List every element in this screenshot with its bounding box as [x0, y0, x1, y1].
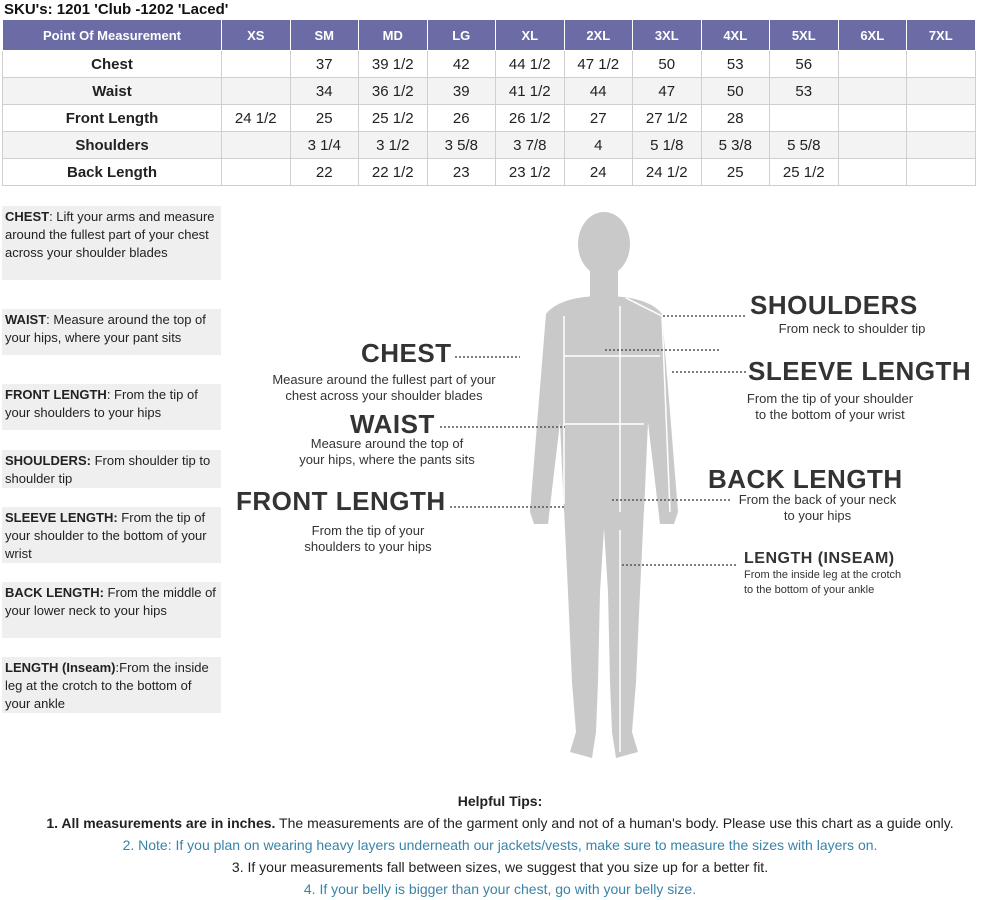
caption-line: From the tip of your shoulder	[746, 391, 914, 406]
desc-title: WAIST	[5, 312, 47, 327]
table-row-back-length	[3, 159, 976, 186]
table-cell: 5 3/8	[701, 132, 770, 159]
table-cell: 26 1/2	[496, 105, 565, 132]
table-cell: 24	[564, 159, 633, 186]
desc-text: :From the inside leg at the crotch to the bottom of your ankle	[5, 660, 209, 711]
table-cell: 3 1/2	[359, 132, 428, 159]
table-cell: 4	[564, 132, 633, 159]
column-header: 3XL	[633, 20, 702, 51]
column-header: LG	[427, 20, 496, 51]
sleeve-length-label: SLEEVE LENGTH	[748, 356, 972, 386]
desc-inseam	[2, 657, 221, 713]
caption-line: From the back of your neck	[738, 492, 897, 507]
table-cell: 53	[701, 51, 770, 78]
caption-line: Measure around the top of	[310, 436, 464, 451]
shoulders-label: SHOULDERS	[750, 290, 918, 320]
table-cell: 3 5/8	[427, 132, 496, 159]
desc-text: : Measure around the top of your hips, where your pant sits	[5, 312, 206, 345]
table-cell	[838, 78, 907, 105]
caption-line: chest across your shoulder blades	[285, 388, 483, 403]
tip-1-bold: 1. All measurements are in inches.	[46, 815, 276, 831]
column-header: 6XL	[838, 20, 907, 51]
tip-4: 4. If your belly is bigger than your chest, go with your belly size.	[303, 881, 697, 897]
caption-line: From neck to shoulder tip	[778, 321, 926, 336]
desc-shoulders	[2, 450, 221, 488]
table-cell: 5 1/8	[633, 132, 702, 159]
table-row-waist	[3, 78, 976, 105]
table-cell	[907, 132, 976, 159]
desc-title: LENGTH (Inseam)	[5, 660, 116, 675]
tip-1	[0, 812, 1000, 834]
caption-line: to the bottom of your wrist	[755, 407, 905, 422]
table-cell: 23 1/2	[496, 159, 565, 186]
table-cell	[838, 51, 907, 78]
column-header: SM	[290, 20, 359, 51]
sku-title: SKU's: 1201 'Club -1202 'Laced'	[4, 1, 229, 18]
table-row-chest	[3, 51, 976, 78]
table-cell	[838, 105, 907, 132]
table-cell: 39	[427, 78, 496, 105]
table-cell: 3 1/4	[290, 132, 359, 159]
tip-3: 3. If your measurements fall between sizes, we suggest that you size up for a better fit.	[231, 859, 769, 875]
table-cell: 25	[701, 159, 770, 186]
front-length-caption	[284, 523, 452, 555]
desc-back-length	[2, 582, 221, 638]
table-cell: 25 1/2	[770, 159, 839, 186]
table-cell	[222, 159, 291, 186]
tip-1-text: The measurements are of the garment only and not of a human's body. Please use this chart as a guide only.	[275, 815, 954, 831]
column-header: MD	[359, 20, 428, 51]
table-cell	[222, 132, 291, 159]
table-cell: 44	[564, 78, 633, 105]
front-length-label: FRONT LENGTH	[236, 486, 446, 516]
table-cell: 23	[427, 159, 496, 186]
table-cell	[222, 78, 291, 105]
desc-chest	[2, 206, 221, 280]
table-cell: 50	[633, 51, 702, 78]
size-chart-table	[2, 19, 976, 186]
table-cell: 25 1/2	[359, 105, 428, 132]
table-cell: 27 1/2	[633, 105, 702, 132]
table-cell: 24 1/2	[633, 159, 702, 186]
helpful-tips	[0, 790, 1000, 900]
table-cell: 26	[427, 105, 496, 132]
table-cell: 25	[290, 105, 359, 132]
desc-title: BACK LENGTH:	[5, 585, 104, 600]
table-cell: 22	[290, 159, 359, 186]
back-length-caption	[730, 492, 905, 524]
caption-line: Measure around the fullest part of your	[272, 372, 496, 387]
desc-text: From the tip of your shoulder to the bottom of your wrist	[5, 510, 207, 561]
back-length-label: BACK LENGTH	[708, 464, 903, 494]
row-label: Waist	[3, 78, 222, 105]
row-label: Shoulders	[3, 132, 222, 159]
table-cell	[907, 51, 976, 78]
desc-waist	[2, 309, 221, 355]
table-cell: 37	[290, 51, 359, 78]
table-cell	[907, 78, 976, 105]
body-silhouette-icon	[520, 212, 700, 764]
desc-front-length	[2, 384, 221, 430]
table-cell: 3 7/8	[496, 132, 565, 159]
desc-title: CHEST	[5, 209, 50, 224]
table-cell: 5 5/8	[770, 132, 839, 159]
column-header: 7XL	[907, 20, 976, 51]
caption-line: to your hips	[783, 508, 852, 523]
tip-2: 2. Note: If you plan on wearing heavy layers underneath our jackets/vests, make sure to measure the sizes with layers on.	[122, 837, 878, 853]
caption-line: From the tip of your	[311, 523, 425, 538]
desc-title: FRONT LENGTH	[5, 387, 107, 402]
sleeve-length-caption	[740, 391, 920, 423]
shoulders-caption	[760, 321, 944, 337]
column-header: XS	[222, 20, 291, 51]
caption-line: From the inside leg at the crotch	[744, 569, 902, 581]
table-cell: 47	[633, 78, 702, 105]
desc-title: SHOULDERS:	[5, 453, 91, 468]
chest-label: CHEST	[361, 338, 452, 368]
table-cell: 41 1/2	[496, 78, 565, 105]
desc-text: From shoulder tip to shoulder tip	[5, 453, 211, 486]
inseam-caption	[744, 568, 944, 598]
table-cell: 22 1/2	[359, 159, 428, 186]
table-cell	[838, 159, 907, 186]
table-row-front-length	[3, 105, 976, 132]
tips-heading: Helpful Tips:	[457, 793, 543, 809]
waist-caption	[280, 436, 494, 468]
caption-line: your hips, where the pants sits	[299, 452, 475, 467]
column-header: Point Of Measurement	[3, 20, 222, 51]
desc-sleeve-length	[2, 507, 221, 563]
column-header: 4XL	[701, 20, 770, 51]
column-header: 5XL	[770, 20, 839, 51]
table-cell: 28	[701, 105, 770, 132]
inseam-label: LENGTH (INSEAM)	[744, 550, 895, 567]
caption-line: to the bottom of your ankle	[744, 584, 875, 596]
row-label: Back Length	[3, 159, 222, 186]
table-cell: 39 1/2	[359, 51, 428, 78]
column-header: XL	[496, 20, 565, 51]
table-cell: 34	[290, 78, 359, 105]
desc-text: : Lift your arms and measure around the fullest part of your chest across your shoulder blades	[5, 209, 215, 260]
table-cell	[907, 159, 976, 186]
table-header-row	[3, 20, 976, 51]
table-cell	[838, 132, 907, 159]
table-cell: 53	[770, 78, 839, 105]
desc-title: SLEEVE LENGTH:	[5, 510, 118, 525]
column-header: 2XL	[564, 20, 633, 51]
table-cell: 47 1/2	[564, 51, 633, 78]
table-cell	[907, 105, 976, 132]
desc-text: From the middle of your lower neck to your hips	[5, 585, 216, 618]
table-cell: 42	[427, 51, 496, 78]
desc-text: : From the tip of your shoulders to your hips	[5, 387, 198, 420]
row-label: Chest	[3, 51, 222, 78]
row-label: Front Length	[3, 105, 222, 132]
table-cell	[770, 105, 839, 132]
table-cell: 50	[701, 78, 770, 105]
caption-line: shoulders to your hips	[304, 539, 432, 554]
table-cell: 24 1/2	[222, 105, 291, 132]
table-cell	[222, 51, 291, 78]
table-row-shoulders	[3, 132, 976, 159]
table-cell: 44 1/2	[496, 51, 565, 78]
chest-caption	[258, 372, 510, 404]
table-cell: 56	[770, 51, 839, 78]
table-cell: 36 1/2	[359, 78, 428, 105]
table-cell: 27	[564, 105, 633, 132]
waist-label: WAIST	[350, 409, 435, 439]
